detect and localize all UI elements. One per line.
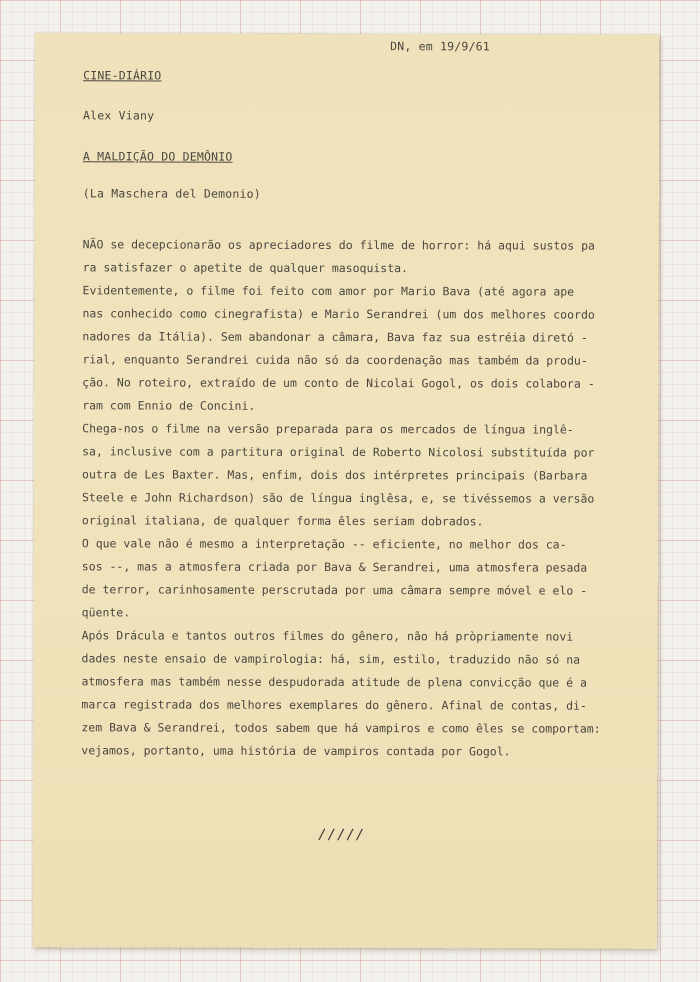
body-line: nas conhecido como cinegrafista) e Mario Serandrei (um dos melhores coordo <box>82 306 595 322</box>
body-line: Evidentemente, o filme foi feito com amor por Mario Bava (até agora ape <box>82 283 575 299</box>
author-name: Alex Viany <box>82 108 155 123</box>
original-title: (La Maschera del Demonio) <box>82 186 261 201</box>
typewritten-page <box>33 33 659 949</box>
body-line: zem Bava & Serandrei, todos sabem que há vampiros e como êles se comportam: <box>81 720 601 736</box>
body-line: marca registrada dos melhores exemplares do gênero. Afinal de contas, di- <box>81 697 587 713</box>
dateline: DN, em 19/9/61 <box>390 39 490 54</box>
body-line: O que vale não é mesmo a interpretação -- eficiente, no melhor dos ca- <box>81 536 567 552</box>
body-line: qüente. <box>81 605 131 620</box>
body-line: ção. No roteiro, extraído de um conto de Nicolai Gogol, os dois colabora - <box>82 375 595 391</box>
body-line: sos --, mas a atmosfera criada por Bava & Serandrei, uma atmosfera pesada <box>81 559 588 575</box>
body-line: sa, inclusive com a partitura original de Roberto Nicolosi substituída por <box>82 444 595 460</box>
body-line: de terror, carinhosamente perscrutada por uma câmara sempre móvel e elo - <box>81 582 588 598</box>
body-line: atmosfera mas também nesse despudorada atitude de plena convicção que é a <box>81 674 587 690</box>
body-line: nadores da Itália). Sem abandonar a câmara, Bava faz sua estréia diretó - <box>82 329 588 345</box>
body-line: vejamos, portanto, uma história de vampiros contada por Gogol. <box>81 743 511 759</box>
review-body <box>81 233 602 763</box>
review-title: A MALDIÇÃO DO DEMÔNIO <box>82 149 233 164</box>
body-line: NÃO se decepcionarão os apreciadores do filme de horror: há aqui sustos pa <box>82 237 596 253</box>
body-line: outra de Les Baxter. Mas, enfim, dois dos intérpretes principais (Barbara <box>82 467 588 483</box>
body-line: original italiana, de qualquer forma êles seriam dobrados. <box>81 513 484 529</box>
body-line: rial, enquanto Serandrei cuida não só da coordenação mas também da produ- <box>82 352 588 368</box>
body-line: ram com Ennio de Concini. <box>82 398 256 413</box>
body-line: Steele e John Richardson) são de língua inglêsa, e, se tivéssemos a versão <box>81 490 595 506</box>
end-mark: ///// <box>318 826 366 844</box>
body-line: Após Drácula e tantos outros filmes do gênero, não há pròpriamente novi <box>81 628 574 644</box>
body-line: dades neste ensaio de vampirologia: há, sim, estilo, traduzido não só na <box>81 651 581 667</box>
body-line: Chega-nos o filme na versão preparada para os mercados de língua inglê- <box>82 421 574 437</box>
body-line: ra satisfazer o apetite de qualquer masoquista. <box>82 260 409 276</box>
column-name: CINE-DIÁRIO <box>83 68 162 83</box>
